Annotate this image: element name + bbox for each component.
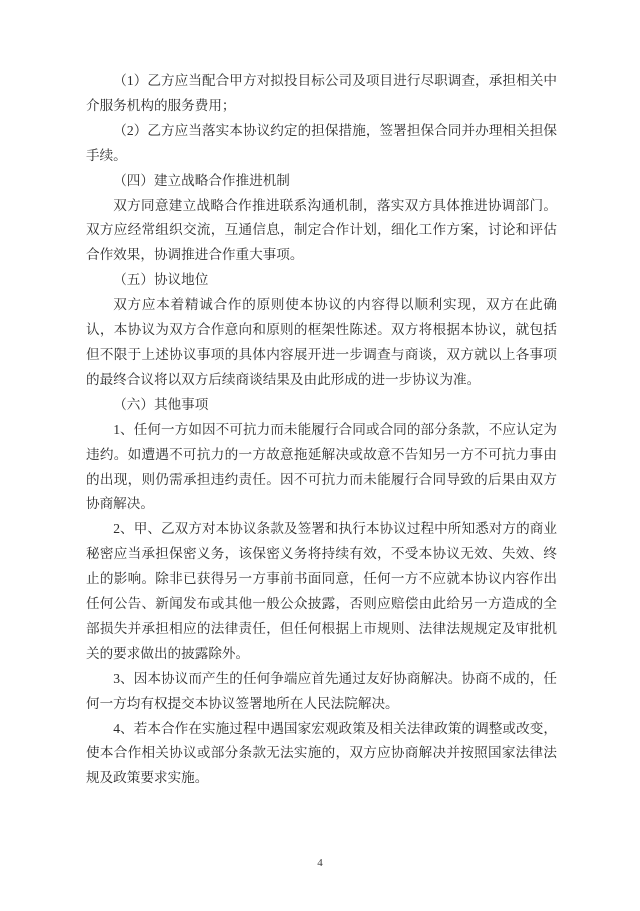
clause-paragraph-1: （1）乙方应当配合甲方对拟投目标公司及项目进行尽职调查，承担相关中介服务机构的服务费用；	[86, 73, 557, 113]
contract-text-block	[86, 69, 557, 791]
page-number: 4	[317, 857, 323, 869]
section-heading-4: （四）建立战略合作推进机制	[113, 172, 290, 188]
section-heading-6: （六）其他事项	[113, 396, 209, 412]
clause-paragraph-8: 4、若本合作在实施过程中遇国家宏观政策及相关法律政策的调整或改变，使本合作相关协议或部分条款无法实施的，双方应协商解决并按照国家法律法规及政策要求实施。	[86, 720, 557, 786]
clause-paragraph-2: （2）乙方应当落实本协议约定的担保措施，签署担保合同并办理相关担保手续。	[86, 122, 557, 163]
clause-paragraph-7: 3、因本协议而产生的任何争端应首先通过友好协商解决。协商不成的，任何一方均有权提交本协议签署地所在人民法院解决。	[86, 670, 557, 711]
clause-paragraph-6: 2、甲、乙双方对本协议条款及签署和执行本协议过程中所知悉对方的商业秘密应当承担保密义务，该保密义务将持续有效，不受本协议无效、失效、终止的影响。除非已获得另一方事前书面同意，任何一方不应就本协议内容作出任何公告、新闻发布或其他一般公众披露，否则应赔偿由此给另一方造成的全部损失并承担相应的法律责任，但任何根据上市规则、法律法规规定及审批机关的要求做出的披露除外。	[86, 521, 557, 661]
clause-paragraph-5: 1、任何一方如因不可抗力而未能履行合同或合同的部分条款，不应认定为违约。如遭遇不可抗力的一方故意拖延解决或故意不告知另一方不可抗力事由的出现，则仍需承担违约责任。因不可抗力而未能履行合同导致的后果由双方协商解决。	[86, 421, 557, 512]
section-heading-5: （五）协议地位	[113, 272, 209, 288]
page-footer	[0, 853, 640, 871]
clause-paragraph-4: 双方应本着精诚合作的原则使本协议的内容得以顺利实现，双方在此确认，本协议为双方合作意向和原则的框架性陈述。双方将根据本协议，就包括但不限于上述协议事项的具体内容展开进一步调查与商谈，双方就以上各事项的最终合议将以双方后续商谈结果及由此形成的进一步协议为准。	[86, 297, 557, 387]
clause-paragraph-3: 双方同意建立战略合作推进联系沟通机制，落实双方具体推进协调部门。双方应经常组织交流，互通信息，制定合作计划，细化工作方案，讨论和评估合作效果，协调推进合作重大事项。	[86, 197, 557, 263]
